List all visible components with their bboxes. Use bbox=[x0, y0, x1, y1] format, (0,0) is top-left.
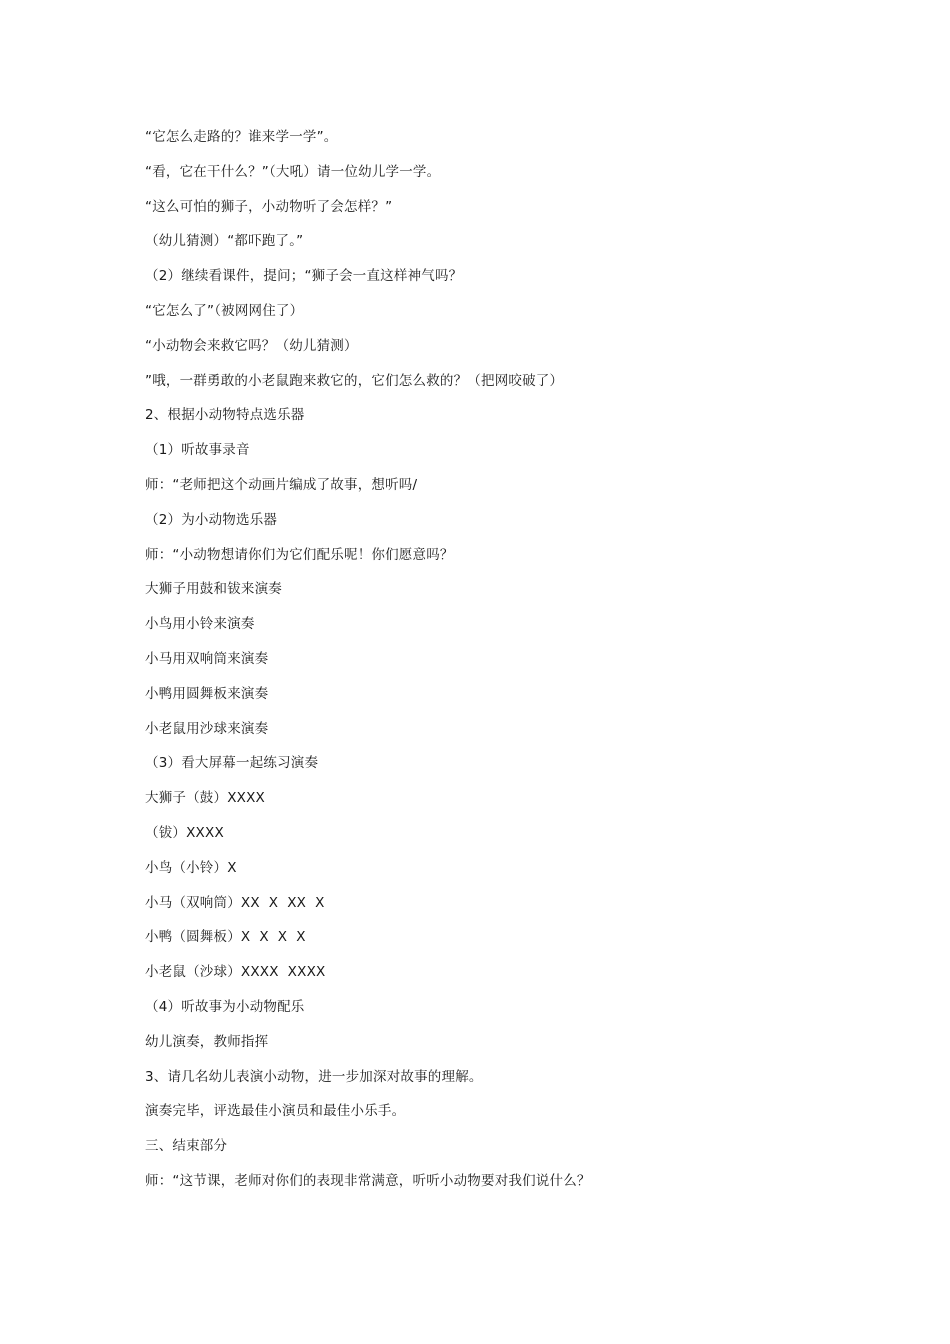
text-line: 小鸟用小铃来演奏 bbox=[145, 616, 255, 633]
text-line: （4）听故事为小动物配乐 bbox=[145, 998, 305, 1015]
text-line: “小动物会来救它吗？（幼儿猜测） bbox=[145, 337, 358, 354]
text-line: 师：“老师把这个动画片编成了故事，想听吗/ bbox=[145, 476, 418, 493]
text-line: （3）看大屏幕一起练习演奏 bbox=[145, 755, 319, 772]
text-line: 演奏完毕，评选最佳小演员和最佳小乐手。 bbox=[145, 1103, 406, 1120]
text-line: 小鸭用圆舞板来演奏 bbox=[145, 685, 269, 702]
text-line: ”哦，一群勇敢的小老鼠跑来救它的，它们怎么救的？（把网咬破了） bbox=[145, 372, 564, 389]
rhythm-line: 小鸭（圆舞板）X X X X bbox=[145, 929, 306, 946]
text-line: “它怎么了”（被网网住了） bbox=[145, 302, 304, 319]
text-line: （2）为小动物选乐器 bbox=[145, 511, 278, 528]
rhythm-line: 小老鼠（沙球）XXXX XXXX bbox=[145, 964, 326, 981]
section-heading: 2、根据小动物特点选乐器 bbox=[145, 407, 305, 424]
text-line: “它怎么走路的？谁来学一学”。 bbox=[145, 129, 338, 145]
document-body bbox=[145, 124, 825, 1203]
rhythm-line: 小马（双响筒）XX X XX X bbox=[145, 894, 325, 911]
text-line: （2）继续看课件，提问；“狮子会一直这样神气吗？ bbox=[145, 268, 463, 285]
text-line: 幼儿演奏，教师指挥 bbox=[145, 1033, 269, 1050]
section-heading: 三、结束部分 bbox=[145, 1138, 228, 1155]
rhythm-line: 大狮子（鼓）XXXX bbox=[145, 790, 265, 807]
text-line: （1）听故事录音 bbox=[145, 442, 250, 459]
text-line: 小老鼠用沙球来演奏 bbox=[145, 720, 269, 737]
text-line: 师：“小动物想请你们为它们配乐呢！你们愿意吗？ bbox=[145, 546, 454, 563]
text-line: 大狮子用鼓和钹来演奏 bbox=[145, 581, 282, 598]
section-heading: 3、请几名幼儿表演小动物，进一步加深对故事的理解。 bbox=[145, 1068, 483, 1085]
text-line: （幼儿猜测）“都吓跑了。” bbox=[145, 233, 304, 250]
rhythm-line: 小鸟（小铃）X bbox=[145, 859, 237, 876]
text-line: “这么可怕的狮子，小动物听了会怎样？” bbox=[145, 198, 393, 215]
text-line: 小马用双响筒来演奏 bbox=[145, 650, 269, 667]
rhythm-line: （钹）XXXX bbox=[145, 824, 224, 841]
text-line: 师：“这节课，老师对你们的表现非常满意，听听小动物要对我们说什么？ bbox=[145, 1172, 591, 1189]
text-line: “看，它在干什么？”（大吼）请一位幼儿学一学。 bbox=[145, 163, 441, 180]
